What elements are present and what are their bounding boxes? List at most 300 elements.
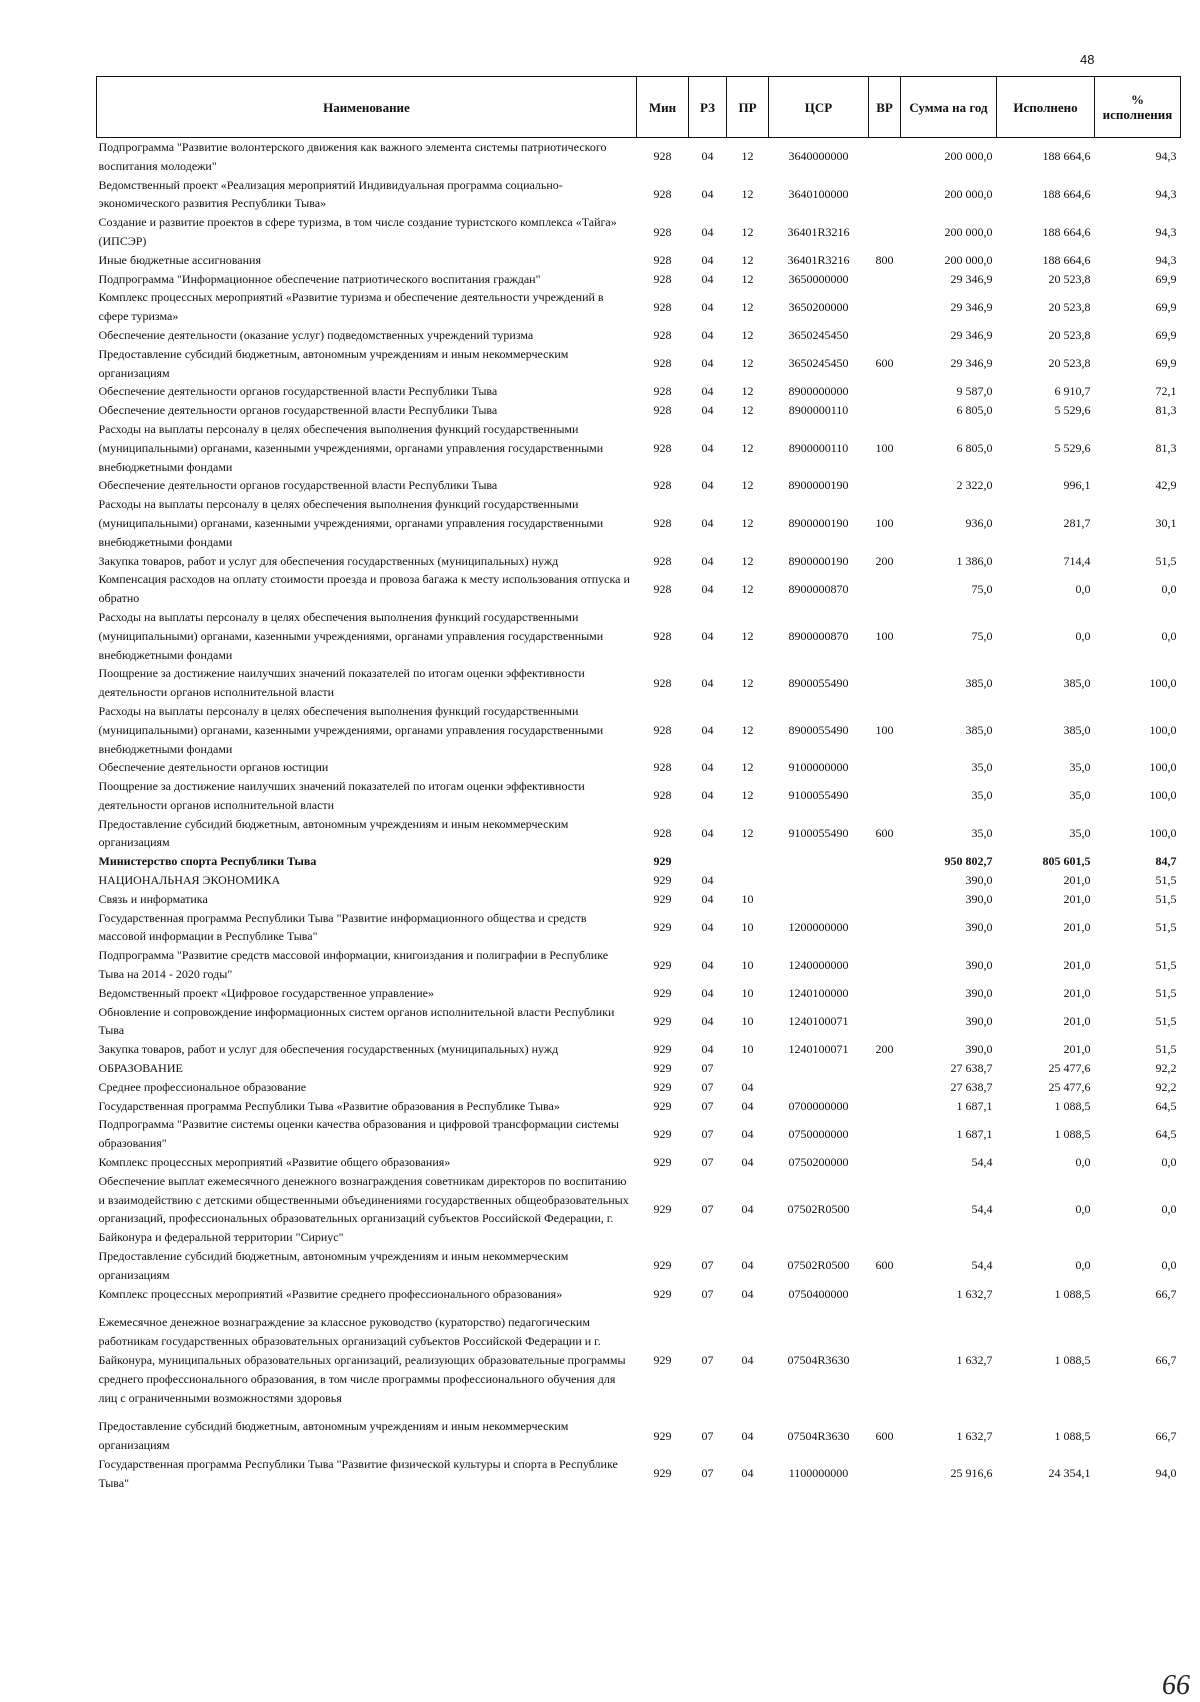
row-sum: 54,4 <box>971 1202 993 1217</box>
row-min: 928 <box>653 403 672 418</box>
table-row <box>97 1078 1181 1097</box>
row-csr: 9100000000 <box>788 760 849 775</box>
row-vr <box>869 1285 901 1304</box>
row-percent: 51,5 <box>1155 957 1177 972</box>
row-rz: 04 <box>701 920 714 935</box>
row-rz: 04 <box>701 440 714 455</box>
row-pr: 04 <box>741 1155 754 1170</box>
row-sum: 1 632,7 <box>956 1428 993 1443</box>
row-csr: 8900000870 <box>788 581 849 596</box>
row-executed: 0,0 <box>1075 581 1091 596</box>
row-percent: 66,7 <box>1155 1286 1177 1301</box>
row-vr <box>869 401 901 420</box>
row-name: Создание и развитие проектов в сфере туризма, в том числе создание туристского комплекса «Тайга» (ИПСЭР) <box>98 215 617 248</box>
row-sum: 75,0 <box>971 628 993 643</box>
table-row <box>97 1153 1181 1172</box>
table-row <box>97 815 1181 853</box>
row-vr <box>869 176 901 214</box>
table-row <box>97 382 1181 401</box>
row-min: 928 <box>653 515 672 530</box>
row-executed: 385,0 <box>1063 722 1091 737</box>
row-percent: 66,7 <box>1155 1353 1177 1367</box>
row-pr: 10 <box>741 985 754 1000</box>
row-vr: 600 <box>875 356 894 371</box>
row-csr: 1100000000 <box>788 1466 849 1481</box>
row-min: 928 <box>653 788 672 803</box>
row-rz: 07 <box>701 1202 714 1217</box>
row-executed: 1 088,5 <box>1054 1098 1091 1113</box>
table-row <box>97 1172 1181 1247</box>
row-sum: 25 916,6 <box>950 1466 993 1481</box>
row-sum: 390,0 <box>965 920 993 935</box>
row-min: 929 <box>653 920 672 935</box>
row-percent: 100,0 <box>1149 826 1177 841</box>
row-vr <box>869 138 901 176</box>
row-sum: 2 322,0 <box>956 478 993 493</box>
row-csr: 3650245450 <box>788 356 849 371</box>
col-header-min: Мин <box>637 77 689 138</box>
row-percent: 100,0 <box>1149 675 1177 690</box>
table-row <box>97 664 1181 702</box>
row-percent: 94,3 <box>1155 252 1177 267</box>
col-header-percent: % исполнения <box>1095 77 1181 138</box>
row-min: 929 <box>653 1014 672 1029</box>
row-min: 928 <box>653 271 672 286</box>
row-percent: 51,5 <box>1155 1042 1177 1057</box>
row-rz: 07 <box>701 1079 714 1094</box>
row-vr <box>869 476 901 495</box>
row-rz: 07 <box>701 1286 714 1301</box>
row-percent: 94,3 <box>1155 224 1177 239</box>
row-executed: 35,0 <box>1069 788 1091 803</box>
row-percent: 51,5 <box>1155 873 1177 888</box>
row-name: Закупка товаров, работ и услуг для обеспечения государственных (муниципальных) нужд <box>98 553 559 568</box>
col-header-sum: Сумма на год <box>901 77 997 138</box>
row-min: 928 <box>653 384 672 399</box>
row-pr: 04 <box>741 1079 754 1094</box>
row-percent: 42,9 <box>1155 478 1177 493</box>
row-executed: 20 523,8 <box>1048 356 1091 371</box>
row-pr <box>727 871 769 890</box>
header-row <box>97 77 1181 138</box>
row-executed: 1 088,5 <box>1054 1353 1091 1367</box>
table-row <box>97 758 1181 777</box>
row-percent: 92,2 <box>1155 1061 1177 1076</box>
row-rz: 07 <box>701 1466 714 1481</box>
row-sum: 27 638,7 <box>950 1061 993 1076</box>
row-executed: 188 664,6 <box>1042 149 1091 164</box>
table-row <box>97 288 1181 326</box>
row-vr: 600 <box>875 826 894 841</box>
row-name: Комплекс процессных мероприятий «Развитие среднего профессионального образования» <box>98 1286 563 1301</box>
row-vr <box>869 326 901 345</box>
row-sum: 29 346,9 <box>950 356 993 371</box>
row-percent: 30,1 <box>1155 515 1177 530</box>
row-executed: 201,0 <box>1063 891 1091 906</box>
row-name: Государственная программа Республики Тыва "Развитие информационного общества и средств массовой информации в Республике Тыва" <box>98 910 587 944</box>
row-rz: 07 <box>701 1155 714 1170</box>
row-min: 929 <box>653 854 672 869</box>
table-row <box>97 946 1181 984</box>
row-name: Комплекс процессных мероприятий «Развитие общего образования» <box>98 1155 451 1170</box>
row-executed: 20 523,8 <box>1048 299 1091 314</box>
row-min: 928 <box>653 149 672 164</box>
row-executed: 5 529,6 <box>1054 440 1091 455</box>
row-executed: 201,0 <box>1063 1042 1091 1057</box>
row-executed: 35,0 <box>1069 760 1091 775</box>
row-executed: 201,0 <box>1063 920 1091 935</box>
row-name: Закупка товаров, работ и услуг для обеспечения государственных (муниципальных) нужд <box>98 1042 559 1057</box>
row-min: 929 <box>653 1098 672 1113</box>
row-vr <box>869 1455 901 1493</box>
row-min: 928 <box>653 581 672 596</box>
row-min: 929 <box>653 1428 672 1443</box>
row-rz: 04 <box>701 722 714 737</box>
row-pr: 12 <box>741 722 754 737</box>
row-name: Предоставление субсидий бюджетным, автономным учреждениям и иным некоммерческим организациям <box>98 816 569 850</box>
row-min: 929 <box>653 1126 672 1141</box>
row-vr <box>869 909 901 947</box>
row-name: Подпрограмма "Развитие средств массовой информации, книгоиздания и полиграфии в Республике Тыва на 2014 - 2020 годы" <box>98 948 609 982</box>
row-rz: 04 <box>701 384 714 399</box>
row-percent: 51,5 <box>1155 1014 1177 1029</box>
table-row <box>97 852 1181 871</box>
row-executed: 201,0 <box>1063 985 1091 1000</box>
col-header-name: Наименование <box>97 77 637 138</box>
row-percent: 69,9 <box>1155 299 1177 314</box>
row-csr: 3650000000 <box>788 271 849 286</box>
table-row <box>97 777 1181 815</box>
row-min: 928 <box>653 553 672 568</box>
row-csr: 8900000110 <box>788 440 849 455</box>
row-pr: 04 <box>741 1126 754 1141</box>
table-row <box>97 251 1181 270</box>
row-rz: 04 <box>701 985 714 1000</box>
row-percent: 94,3 <box>1155 149 1177 164</box>
row-pr: 12 <box>741 299 754 314</box>
row-vr <box>869 382 901 401</box>
table-row <box>97 570 1181 608</box>
row-rz: 07 <box>701 1098 714 1113</box>
table-row <box>97 326 1181 345</box>
row-vr <box>869 1097 901 1116</box>
row-sum: 1 687,1 <box>956 1126 993 1141</box>
row-min: 929 <box>653 985 672 1000</box>
row-sum: 200 000,0 <box>944 186 993 201</box>
row-pr: 12 <box>741 224 754 239</box>
row-pr: 12 <box>741 553 754 568</box>
table-row <box>97 345 1181 383</box>
row-rz: 04 <box>701 403 714 418</box>
row-percent: 72,1 <box>1155 384 1177 399</box>
row-pr: 12 <box>741 788 754 803</box>
col-header-rz: РЗ <box>689 77 727 138</box>
row-vr <box>869 570 901 608</box>
row-min: 929 <box>653 1353 672 1367</box>
row-sum: 390,0 <box>965 985 993 1000</box>
row-sum: 6 805,0 <box>956 440 993 455</box>
row-csr: 8900000190 <box>788 478 849 493</box>
row-name: Обеспечение деятельности органов государственной власти Республики Тыва <box>98 478 498 493</box>
row-executed: 35,0 <box>1069 826 1091 841</box>
row-min: 929 <box>653 891 672 906</box>
row-vr <box>869 852 901 871</box>
row-pr: 04 <box>741 1202 754 1217</box>
row-min: 928 <box>653 327 672 342</box>
row-rz: 04 <box>701 186 714 201</box>
row-percent: 0,0 <box>1161 581 1177 596</box>
table-row <box>97 1285 1181 1304</box>
row-pr: 04 <box>741 1286 754 1301</box>
row-pr: 04 <box>741 1353 754 1367</box>
row-pr: 12 <box>741 440 754 455</box>
row-executed: 805 601,5 <box>1042 854 1091 869</box>
row-pr: 12 <box>741 186 754 201</box>
row-sum: 27 638,7 <box>950 1079 993 1094</box>
row-csr <box>769 852 869 871</box>
table-row <box>97 401 1181 420</box>
table-row <box>97 890 1181 909</box>
row-csr <box>769 871 869 890</box>
row-name: Подпрограмма "Развитие волонтерского движения как важного элемента системы патриотического воспитания молодежи" <box>98 140 607 173</box>
row-name: Предоставление субсидий бюджетным, автономным учреждениям и иным некоммерческим организациям <box>98 1249 569 1282</box>
row-name: Поощрение за достижение наилучших значений показателей по итогам оценки эффективности деятельности органов исполнительной власти <box>98 666 585 700</box>
row-name: Ежемесячное денежное вознаграждение за классное руководство (кураторство) педагогическим работникам государственных образовательных организаций субъектов Российской Федерации и г. Байконура, муниципальных образовательных организаций, реализующих образовательные программы среднего профессионального образования, в том числе программы профессионального обучения для лиц с ограниченными возможностями здоровья <box>98 1315 626 1405</box>
row-name: Обеспечение деятельности органов юстиции <box>98 760 329 775</box>
row-vr: 100 <box>875 515 894 530</box>
row-name: ОБРАЗОВАНИЕ <box>98 1061 183 1076</box>
row-name: Предоставление субсидий бюджетным, автономным учреждениям и иным некоммерческим организациям <box>98 1419 569 1453</box>
row-vr <box>869 984 901 1003</box>
row-rz: 04 <box>701 581 714 596</box>
row-percent: 94,0 <box>1155 1466 1177 1481</box>
row-executed: 5 529,6 <box>1054 403 1091 418</box>
row-vr <box>869 777 901 815</box>
row-vr: 200 <box>875 553 894 568</box>
row-executed: 201,0 <box>1063 873 1091 888</box>
row-sum: 29 346,9 <box>950 299 993 314</box>
page-number: 48 <box>1080 52 1095 67</box>
row-name: Комплекс процессных мероприятий «Развитие туризма и обеспечение деятельности учреждений в сфере туризма» <box>98 290 604 324</box>
row-rz: 04 <box>701 873 714 888</box>
row-min: 929 <box>653 1258 672 1273</box>
row-vr <box>869 213 901 251</box>
row-sum: 385,0 <box>965 675 993 690</box>
row-sum: 200 000,0 <box>944 252 993 267</box>
row-sum: 9 587,0 <box>956 384 993 399</box>
row-sum: 75,0 <box>971 581 993 596</box>
row-vr <box>869 871 901 890</box>
row-executed: 281,7 <box>1063 515 1091 530</box>
row-csr <box>769 1059 869 1078</box>
row-csr: 8900000190 <box>788 553 849 568</box>
row-pr: 12 <box>741 515 754 530</box>
table-row <box>97 1247 1181 1285</box>
row-rz: 07 <box>701 1126 714 1141</box>
row-name: Министерство спорта Республики Тыва <box>98 854 317 869</box>
row-vr <box>869 1078 901 1097</box>
row-rz: 04 <box>701 271 714 286</box>
row-vr: 100 <box>875 722 894 737</box>
row-percent: 66,7 <box>1155 1428 1177 1443</box>
row-executed: 25 477,6 <box>1048 1061 1091 1076</box>
row-pr: 12 <box>741 384 754 399</box>
col-header-vr: ВР <box>869 77 901 138</box>
row-pr: 12 <box>741 628 754 643</box>
row-name: Обеспечение деятельности органов государственной власти Республики Тыва <box>98 403 498 418</box>
row-pr: 04 <box>741 1428 754 1443</box>
row-executed: 201,0 <box>1063 1014 1091 1029</box>
row-rz: 07 <box>701 1428 714 1443</box>
row-name: Государственная программа Республики Тыва «Развитие образования в Республике Тыва» <box>98 1098 560 1113</box>
row-executed: 1 088,5 <box>1054 1126 1091 1141</box>
row-name: Расходы на выплаты персоналу в целях обеспечения выполнения функций государственными (муниципальными) органами, казенными учреждениями, органами управления государственными внебюджетными фондами <box>98 421 604 474</box>
row-vr: 800 <box>875 252 894 267</box>
table-row <box>97 608 1181 664</box>
row-executed: 0,0 <box>1075 1202 1091 1217</box>
row-executed: 6 910,7 <box>1054 384 1091 399</box>
row-executed: 25 477,6 <box>1048 1079 1091 1094</box>
row-name: Предоставление субсидий бюджетным, автономным учреждениям и иным некоммерческим организациям <box>98 346 569 380</box>
row-name: Расходы на выплаты персоналу в целях обеспечения выполнения функций государственными (муниципальными) органами, казенными учреждениями, органами управления государственными внебюджетными фондами <box>98 609 604 662</box>
row-csr <box>769 1078 869 1097</box>
row-pr: 10 <box>741 1042 754 1057</box>
row-percent: 69,9 <box>1155 356 1177 371</box>
row-rz: 04 <box>701 356 714 371</box>
table-row <box>97 138 1181 176</box>
row-min: 929 <box>653 1202 672 1217</box>
row-sum: 35,0 <box>971 788 993 803</box>
row-pr: 10 <box>741 957 754 972</box>
table-row <box>97 1059 1181 1078</box>
row-percent: 51,5 <box>1155 891 1177 906</box>
row-name: Обеспечение деятельности органов государственной власти Республики Тыва <box>98 384 498 399</box>
row-csr: 1200000000 <box>788 920 849 935</box>
row-pr: 12 <box>741 356 754 371</box>
row-sum: 200 000,0 <box>944 149 993 164</box>
row-pr: 12 <box>741 149 754 164</box>
row-rz: 04 <box>701 826 714 841</box>
row-min: 929 <box>653 1286 672 1301</box>
row-name: Обеспечение деятельности (оказание услуг) подведомственных учреждений туризма <box>98 327 534 342</box>
col-header-pr: ПР <box>727 77 769 138</box>
row-rz: 04 <box>701 1042 714 1057</box>
row-rz: 04 <box>701 327 714 342</box>
row-sum: 390,0 <box>965 891 993 906</box>
row-executed: 385,0 <box>1063 675 1091 690</box>
row-pr: 12 <box>741 675 754 690</box>
row-rz: 04 <box>701 553 714 568</box>
row-executed: 188 664,6 <box>1042 252 1091 267</box>
row-vr <box>869 758 901 777</box>
row-vr: 600 <box>875 1258 894 1273</box>
row-csr: 3640000000 <box>788 149 849 164</box>
row-percent: 100,0 <box>1149 722 1177 737</box>
row-name: Среднее профессиональное образование <box>98 1079 307 1094</box>
row-pr: 04 <box>741 1098 754 1113</box>
row-sum: 936,0 <box>965 515 993 530</box>
row-rz: 07 <box>701 1353 714 1367</box>
row-csr: 1240100000 <box>788 985 849 1000</box>
table-row <box>97 1455 1181 1493</box>
row-min: 928 <box>653 826 672 841</box>
table-row <box>97 702 1181 758</box>
row-percent: 81,3 <box>1155 440 1177 455</box>
corner-mark: 66 <box>1162 1670 1190 1701</box>
row-csr: 36401R3216 <box>787 252 850 267</box>
row-sum: 35,0 <box>971 826 993 841</box>
row-sum: 385,0 <box>965 722 993 737</box>
row-min: 929 <box>653 1042 672 1057</box>
table-row <box>97 552 1181 571</box>
row-name: Связь и информатика <box>98 891 208 906</box>
row-min: 929 <box>653 1466 672 1481</box>
row-csr: 3650200000 <box>788 299 849 314</box>
row-csr: 0750400000 <box>788 1286 849 1301</box>
row-vr: 100 <box>875 628 894 643</box>
row-percent: 51,5 <box>1155 553 1177 568</box>
row-csr: 0750200000 <box>788 1155 849 1170</box>
row-min: 928 <box>653 628 672 643</box>
row-sum: 390,0 <box>965 1014 993 1029</box>
row-rz: 04 <box>701 675 714 690</box>
row-sum: 200 000,0 <box>944 224 993 239</box>
row-vr <box>869 1303 901 1417</box>
table-row <box>97 1303 1181 1417</box>
row-csr: 8900055490 <box>788 722 849 737</box>
row-rz: 07 <box>701 1061 714 1076</box>
row-sum: 1 687,1 <box>956 1098 993 1113</box>
budget-table <box>96 76 1181 1493</box>
row-sum: 390,0 <box>965 957 993 972</box>
row-pr: 12 <box>741 826 754 841</box>
row-sum: 1 632,7 <box>956 1353 993 1367</box>
row-percent: 92,2 <box>1155 1079 1177 1094</box>
row-percent: 81,3 <box>1155 403 1177 418</box>
row-pr <box>727 852 769 871</box>
row-min: 928 <box>653 252 672 267</box>
row-rz: 04 <box>701 149 714 164</box>
row-csr: 1240000000 <box>788 957 849 972</box>
row-executed: 0,0 <box>1075 1258 1091 1273</box>
row-name: Компенсация расходов на оплату стоимости проезда и провоза багажа к месту использования отпуска и обратно <box>98 572 630 606</box>
row-vr <box>869 890 901 909</box>
row-sum: 390,0 <box>965 873 993 888</box>
row-vr <box>869 1115 901 1153</box>
row-name: Ведомственный проект «Реализация мероприятий Индивидуальная программа социально-экономического развития Республики Тыва» <box>98 177 563 211</box>
row-pr: 10 <box>741 1014 754 1029</box>
row-csr: 0700000000 <box>788 1098 849 1113</box>
row-executed: 1 088,5 <box>1054 1428 1091 1443</box>
table-row <box>97 270 1181 289</box>
row-pr: 04 <box>741 1258 754 1273</box>
table-row <box>97 176 1181 214</box>
row-vr: 200 <box>875 1042 894 1057</box>
table-row <box>97 476 1181 495</box>
row-name: Поощрение за достижение наилучших значений показателей по итогам оценки эффективности деятельности органов исполнительной власти <box>98 779 585 812</box>
row-percent: 84,7 <box>1155 854 1177 869</box>
row-vr <box>869 946 901 984</box>
row-vr <box>869 1059 901 1078</box>
row-pr: 12 <box>741 581 754 596</box>
row-vr: 100 <box>875 440 894 455</box>
row-percent: 64,5 <box>1155 1126 1177 1141</box>
row-sum: 950 802,7 <box>944 854 993 869</box>
row-rz: 04 <box>701 788 714 803</box>
table-row <box>97 909 1181 947</box>
row-vr <box>869 1153 901 1172</box>
row-executed: 714,4 <box>1063 553 1091 568</box>
